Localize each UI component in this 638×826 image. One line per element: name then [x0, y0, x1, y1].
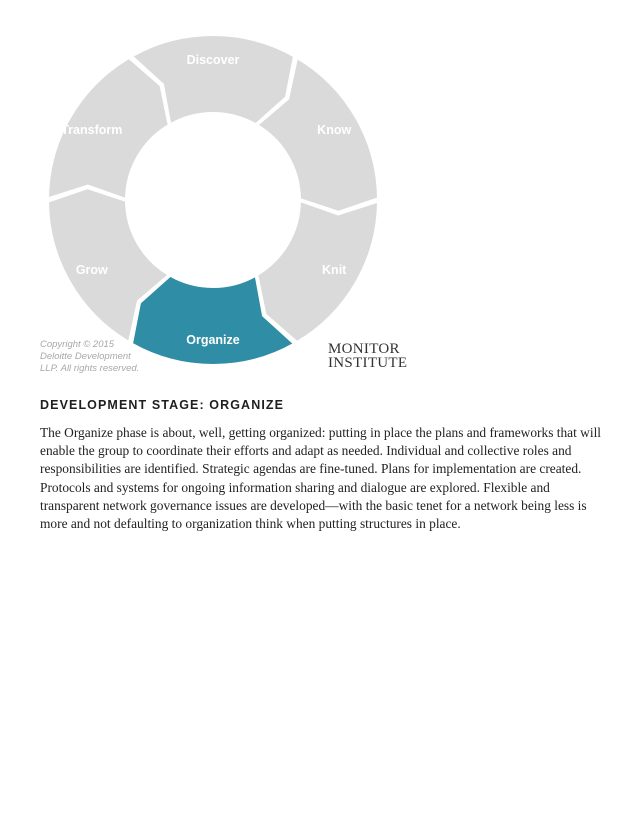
stage-cycle-diagram	[0, 0, 638, 390]
section-body-text: The Organize phase is about, well, getting organized: putting in place the plans and frameworks that will enable the group to coordinate their efforts and adapt as needed. Individual and collective roles and responsibilities are identified. Strategic agendas are fine-tuned. Plans for implementation are created. Protocols and systems for ongoing information sharing and dialogue are explored. Flexible and transparent network governance issues are developed—with the basic tenet for a network being less is more and not defaulting to organization think when putting structures in place.	[40, 425, 602, 532]
monitor-institute-logo	[328, 342, 407, 370]
cycle-label-knit: Knit	[322, 263, 347, 277]
cycle-label-grow: Grow	[75, 263, 108, 277]
cycle-label-transform: Transform	[61, 123, 123, 137]
logo-line: MONITOR	[328, 341, 400, 357]
cycle-segment-knit	[257, 201, 378, 342]
copyright-notice	[40, 339, 150, 375]
cycle-label-organize: Organize	[186, 333, 240, 347]
cycle-label-know: Know	[317, 123, 352, 137]
copyright-line: LLP. All rights reserved.	[40, 363, 140, 374]
cycle-label-discover: Discover	[186, 53, 240, 67]
section-heading: DEVELOPMENT STAGE: ORGANIZE	[40, 398, 285, 412]
logo-line: INSTITUTE	[328, 355, 408, 371]
copyright-line: Deloitte Development	[40, 351, 131, 362]
cycle-segments	[48, 35, 378, 365]
copyright-line: Copyright © 2015	[40, 339, 115, 350]
